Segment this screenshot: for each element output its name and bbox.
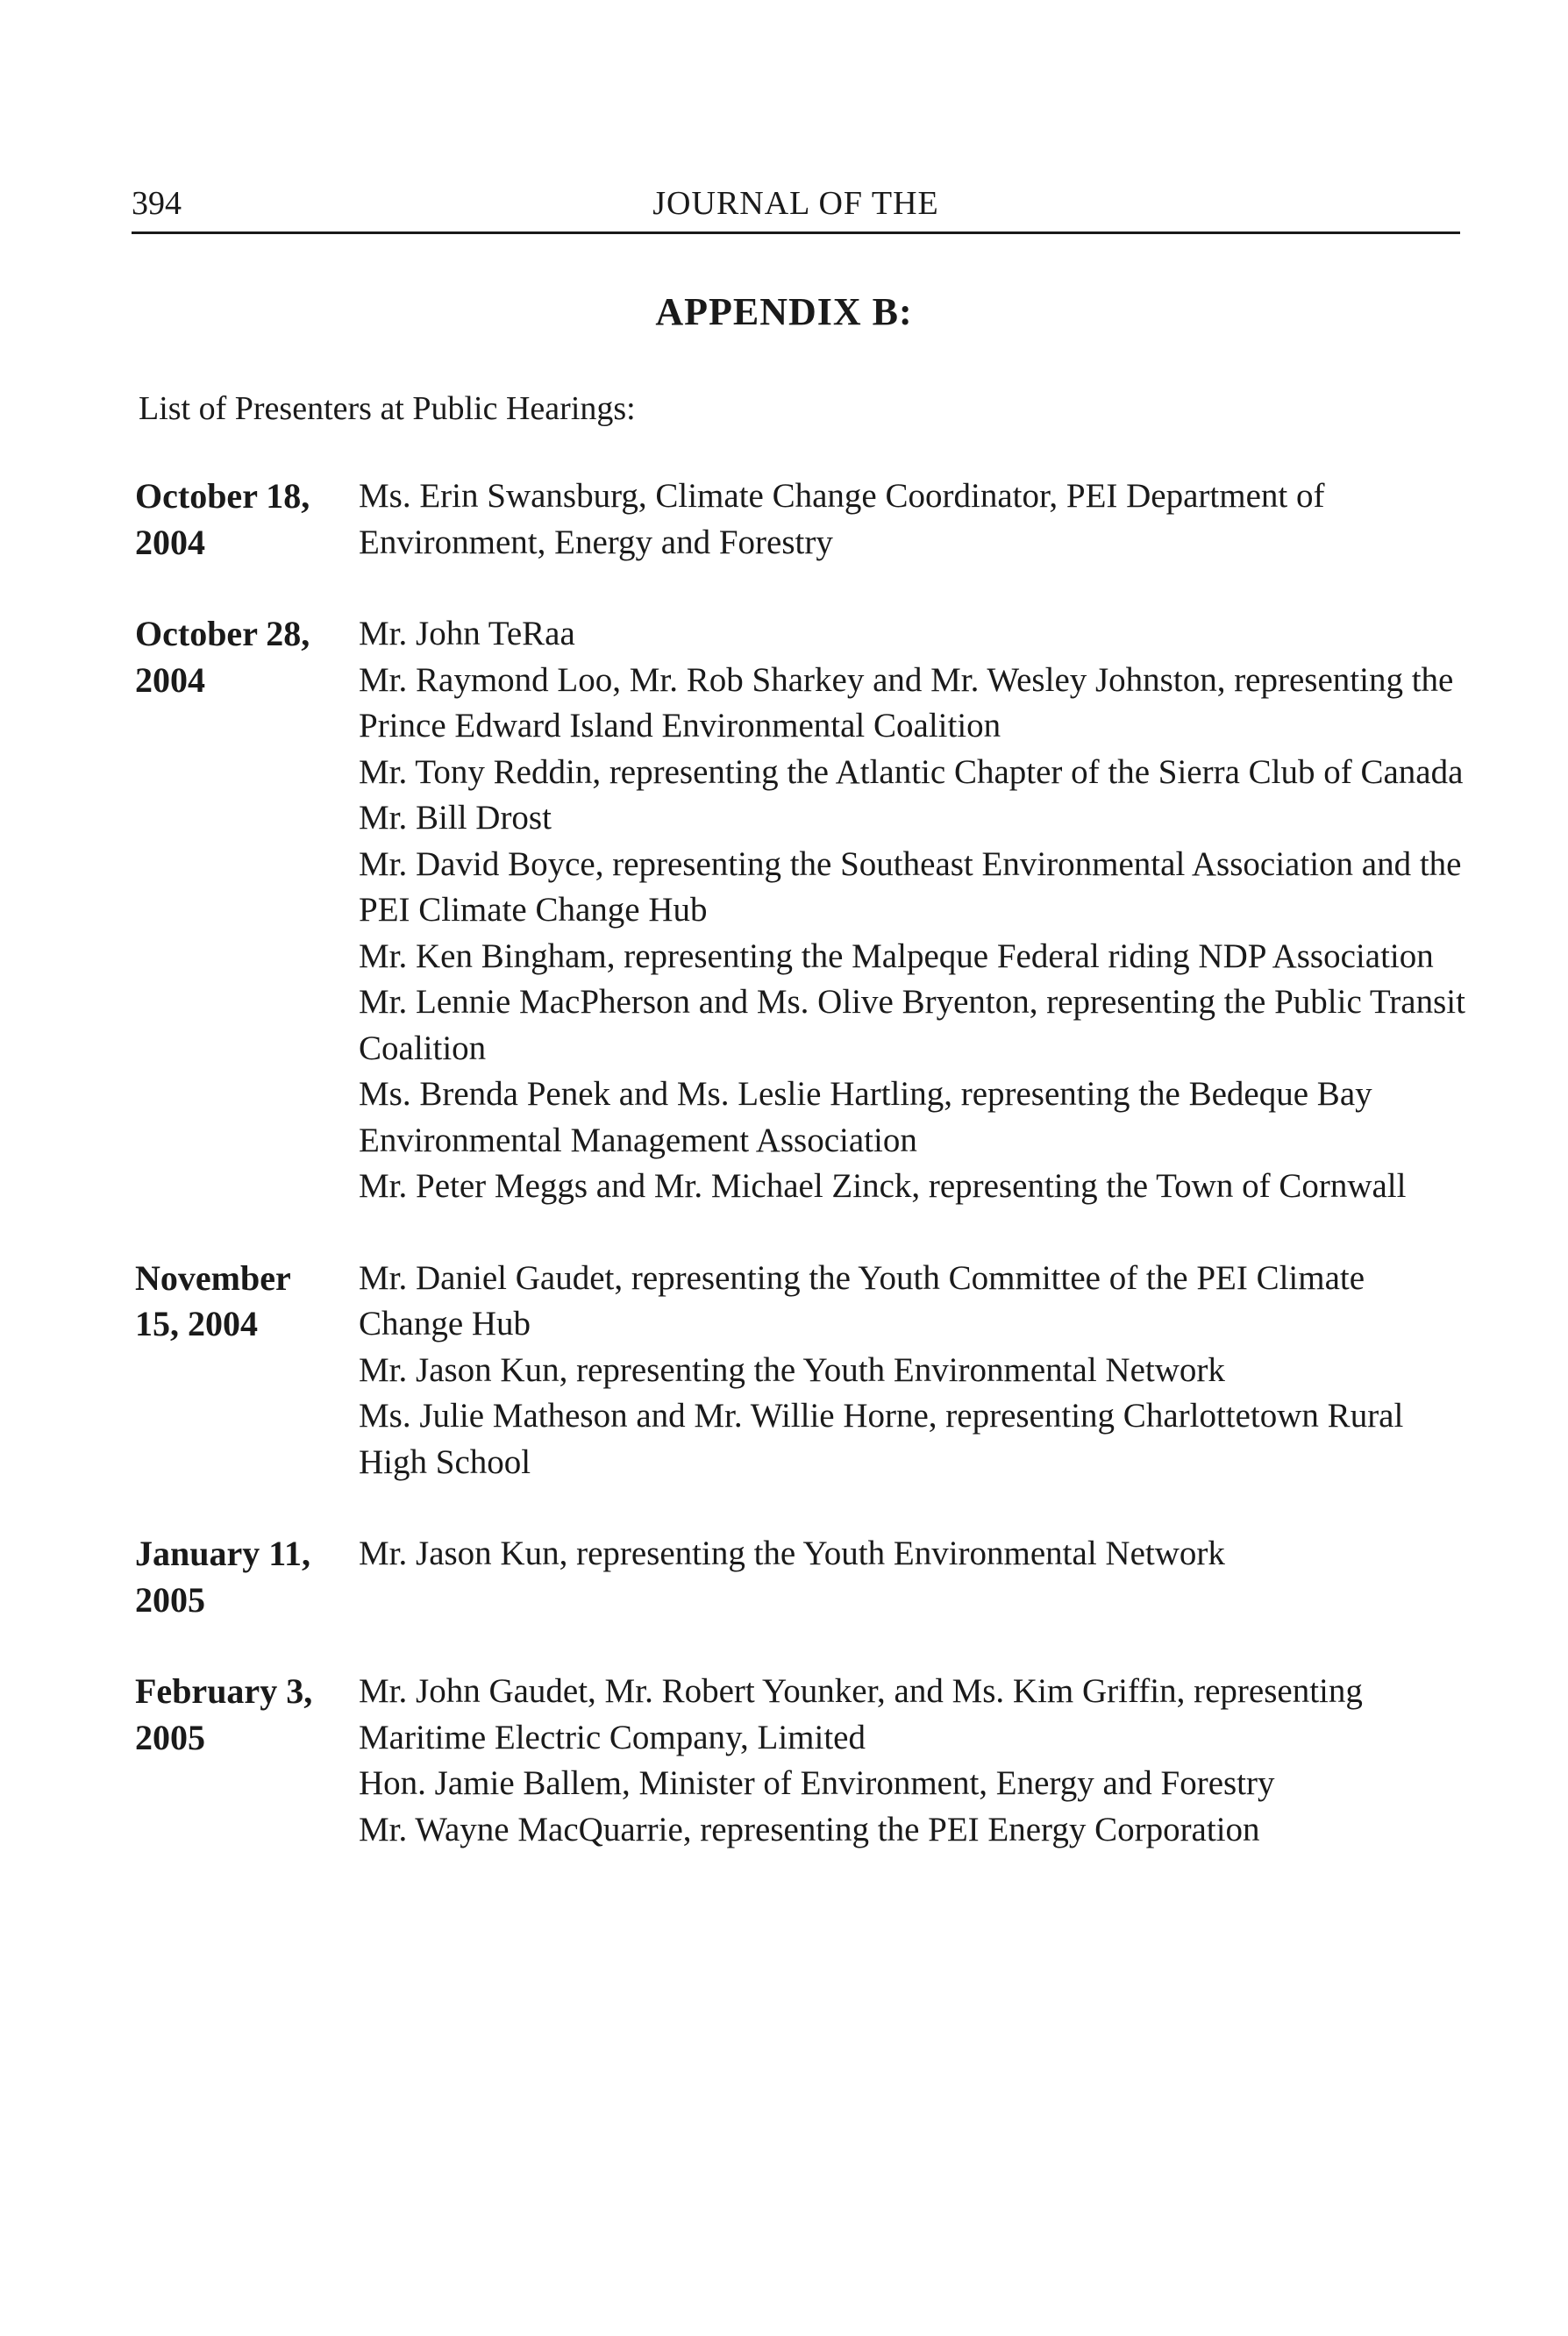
presenter-entry: Mr. Bill Drost bbox=[359, 799, 552, 837]
presenter-entry: Mr. Lennie MacPherson and Ms. Olive Bryenton, representing the Public Transit Coalition bbox=[359, 983, 1465, 1067]
hearing-block bbox=[135, 1669, 1468, 1853]
presenter-entry: Ms. Julie Matheson and Mr. Willie Horne, representing Charlottetown Rural High School bbox=[359, 1397, 1404, 1481]
presenter-entry: Ms. Brenda Penek and Ms. Leslie Hartling, representing the Bedeque Bay Environmental Management Association bbox=[359, 1075, 1372, 1159]
presenter-list bbox=[359, 474, 1468, 566]
presenter-list bbox=[359, 1669, 1468, 1853]
hearing-block bbox=[135, 1531, 1468, 1623]
presenter-entry: Mr. Daniel Gaudet, representing the Youth Committee of the PEI Climate Change Hub bbox=[359, 1258, 1365, 1342]
presenter-entry: Hon. Jamie Ballem, Minister of Environment, Energy and Forestry bbox=[359, 1764, 1275, 1802]
presenter-entry: Mr. John Gaudet, Mr. Robert Younker, and Ms. Kim Griffin, representing Maritime Electric Company, Limited bbox=[359, 1672, 1363, 1756]
journal-title: JOURNAL OF THE bbox=[652, 185, 939, 222]
hearing-date: January 11, 2005 bbox=[135, 1534, 311, 1620]
hearing-date: February 3, 2005 bbox=[135, 1671, 313, 1757]
page-number: 394 bbox=[132, 185, 182, 222]
presenter-list bbox=[359, 1256, 1468, 1486]
presenter-list bbox=[359, 611, 1468, 1210]
appendix-title: APPENDIX B: bbox=[655, 290, 913, 333]
presenter-entry: Mr. Raymond Loo, Mr. Rob Sharkey and Mr. Wesley Johnston, representing the Prince Edward Island Environmental Coalition bbox=[359, 660, 1454, 744]
presenter-entry: Mr. Peter Meggs and Mr. Michael Zinck, representing the Town of Cornwall bbox=[359, 1167, 1407, 1205]
running-header bbox=[132, 184, 1460, 234]
presenter-entry: Mr. John TeRaa bbox=[359, 615, 575, 652]
presenter-entry: Mr. Jason Kun, representing the Youth Environmental Network bbox=[359, 1535, 1225, 1572]
presenter-entry: Mr. Jason Kun, representing the Youth Environmental Network bbox=[359, 1350, 1225, 1389]
intro-text: List of Presenters at Public Hearings: bbox=[139, 390, 636, 427]
presenter-entry: Mr. Wayne MacQuarrie, representing the PEI Energy Corporation bbox=[359, 1810, 1260, 1848]
presenter-entry: Mr. Tony Reddin, representing the Atlantic Chapter of the Sierra Club of Canada bbox=[359, 752, 1464, 791]
hearing-date: October 18, 2004 bbox=[135, 476, 310, 562]
presenter-entry: Mr. Ken Bingham, representing the Malpeque Federal riding NDP Association bbox=[359, 937, 1434, 975]
presenter-list bbox=[359, 1531, 1468, 1623]
hearings-list bbox=[135, 474, 1468, 1898]
hearing-date: October 28, 2004 bbox=[135, 614, 310, 700]
hearing-block bbox=[135, 474, 1468, 566]
presenter-entry: Mr. David Boyce, representing the Southeast Environmental Association and the PEI Climate Change Hub bbox=[359, 844, 1462, 929]
hearing-date: November 15, 2004 bbox=[135, 1257, 291, 1343]
presenter-entry: Ms. Erin Swansburg, Climate Change Coordinator, PEI Department of Environment, Energy and Forestry bbox=[359, 477, 1325, 561]
hearing-block bbox=[135, 1256, 1468, 1486]
hearing-block bbox=[135, 611, 1468, 1210]
